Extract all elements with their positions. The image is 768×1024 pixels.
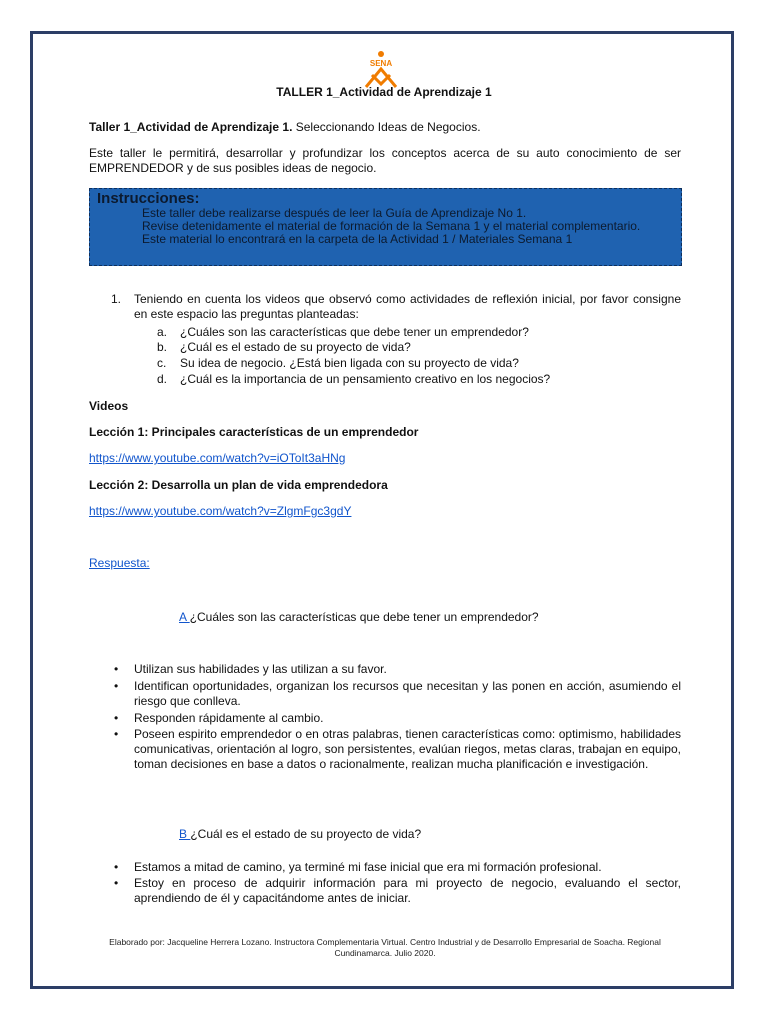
lesson1-link[interactable]: https://www.youtube.com/watch?v=iOToIt3aHNg (89, 451, 346, 465)
bullet-icon: • (114, 679, 119, 693)
sub-item-text: ¿Cuál es el estado de su proyecto de vida? (180, 340, 411, 354)
svg-text:SENA: SENA (369, 59, 393, 68)
answer-a-bullet: Responden rápidamente al cambio. (134, 711, 324, 725)
sub-item-letter: a. (157, 325, 168, 339)
sub-item-text: ¿Cuáles son las características que debe tener un emprendedor? (180, 325, 529, 339)
lesson2-title: Lección 2: Desarrolla un plan de vida emprendedora (89, 478, 388, 492)
intro-paragraph (89, 120, 681, 135)
answer-b-bullet: Estoy en proceso de adquirir información para mi proyecto de negocio, evaluando el sector, aprendiendo de él y capacitándome antes de iniciar. (134, 876, 681, 905)
intro-rest: Seleccionando Ideas de Negocios. (292, 120, 481, 134)
instruction-line: Este material lo encontrará en la carpeta de la Actividad 1 / Materiales Semana 1 (142, 232, 573, 246)
answer-a-bullet: Identifican oportunidades, organizan los recursos que necesitan y las ponen en acción, asumiendo el riesgo que conlleva. (134, 679, 681, 708)
lesson2-link[interactable]: https://www.youtube.com/watch?v=ZlgmFgc3gdY (89, 504, 352, 518)
sub-item-letter: d. (157, 372, 168, 386)
sub-item-letter: c. (157, 356, 167, 370)
answer-b-letter: B (179, 827, 191, 841)
sub-item-text: Su idea de negocio. ¿Está bien ligada con su proyecto de vida? (180, 356, 519, 370)
answer-b-bullet: Estamos a mitad de camino, ya terminé mi fase inicial que era mi formación profesional. (134, 860, 602, 874)
videos-heading: Videos (89, 399, 129, 413)
sub-item-text: ¿Cuál es la importancia de un pensamiento creativo en los negocios? (180, 372, 551, 386)
document-title: TALLER 1_Actividad de Aprendizaje 1 (276, 85, 492, 99)
answer-a-letter: A (179, 610, 190, 624)
sub-item-letter: b. (157, 340, 168, 354)
bullet-icon: • (114, 662, 119, 676)
question-text: Teniendo en cuenta los videos que observó como actividades de reflexión inicial, por favor consigne en este espacio las preguntas planteadas: (134, 292, 681, 321)
intro-bold: Taller 1_Actividad de Aprendizaje 1. (89, 120, 293, 134)
answer-a-bullet: Poseen espirito emprendedor o en otras palabras, tienen características como: optimismo, habilidades comunicativas, orientación al logro, son persistentes, evalúan riegos, metas claras, trabajan en equipo, toman decisiones en base a datos o racionalmente, realizan mucha planificación e investigación. (134, 727, 681, 771)
instructions-title: Instrucciones: (97, 190, 200, 207)
answer-b-text: ¿Cuál es el estado de su proyecto de vida? (190, 827, 422, 841)
instructions-box (89, 188, 682, 266)
sena-logo-icon (354, 50, 408, 90)
footer-credit: Elaborado por: Jacqueline Herrera Lozano. Instructora Complementaria Virtual. Centro Industrial y de Desarrollo Empresarial de Soacha. Regional Cundinamarca. Julio 2020. (109, 937, 661, 958)
answer-a-bullet: Utilizan sus habilidades y las utilizan a su favor. (134, 662, 387, 676)
question-number: 1. (111, 292, 122, 306)
lesson1-title: Lección 1: Principales características de un emprendedor (89, 425, 419, 439)
description-paragraph: Este taller le permitirá, desarrollar y profundizar los conceptos acerca de su auto conocimiento de ser EMPRENDEDOR y de sus posibles ideas de negocio. (89, 146, 681, 175)
bullet-icon: • (114, 876, 119, 890)
instruction-line: Revise detenidamente el material de formación de la Semana 1 y el material complementario. (142, 219, 641, 233)
bullet-icon: • (114, 860, 119, 874)
bullet-icon: • (114, 727, 119, 741)
instruction-line: Este taller debe realizarse después de leer la Guía de Aprendizaje No 1. (142, 206, 527, 220)
answer-label: Respuesta: (89, 556, 150, 570)
answer-a-text: ¿Cuáles son las características que debe tener un emprendedor? (189, 610, 539, 624)
bullet-icon: • (114, 711, 119, 725)
answer-a-question (179, 610, 539, 624)
answer-b-question (179, 827, 421, 841)
sena-logo (354, 50, 408, 90)
